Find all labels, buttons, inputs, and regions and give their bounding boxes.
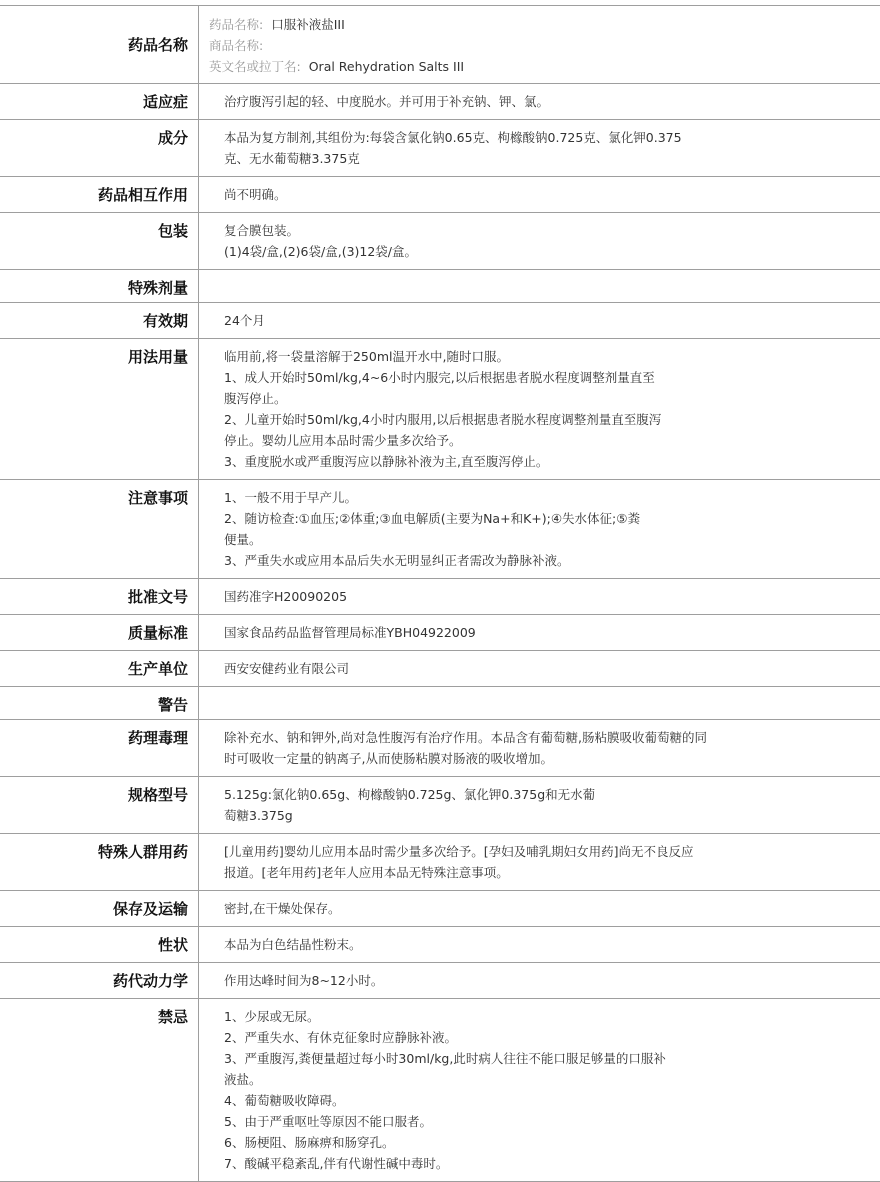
content-line: 除补充水、钠和钾外,尚对急性腹泻有治疗作用。本品含有葡萄糖,肠粘膜吸收葡萄糖的同: [224, 730, 707, 745]
content-line: 3、严重腹泻,粪便量超过每小时30ml/kg,此时病人往往不能口服足够量的口服补: [224, 1051, 666, 1066]
row-content: [199, 339, 880, 479]
row-content: [199, 213, 880, 269]
row-label: 禁忌: [0, 999, 199, 1181]
info-row: [0, 687, 880, 720]
row-content: [199, 480, 880, 578]
content-line: 尚不明确。: [224, 187, 287, 202]
content-line: 治疗腹泻引起的轻、中度脱水。并可用于补充钠、钾、氯。: [224, 94, 550, 109]
content-line: 1、成人开始时50ml/kg,4~6小时内服完,以后根据患者脱水程度调整剂量直至: [224, 370, 655, 385]
content-line: 24个月: [224, 313, 265, 328]
info-row: [0, 339, 880, 480]
english-name-value: Oral Rehydration Salts III: [308, 59, 465, 74]
row-content: [199, 120, 880, 176]
row-label: 有效期: [0, 303, 199, 338]
row-label: 药代动力学: [0, 963, 199, 998]
content-line: 本品为复方制剂,其组份为:每袋含氯化钠0.65克、枸橼酸钠0.725克、氯化钾0.375: [224, 130, 682, 145]
content-line: 萄糖3.375g: [224, 808, 293, 823]
row-label: 性状: [0, 927, 199, 962]
content-line: 2、儿童开始时50ml/kg,4小时内服用,以后根据患者脱水程度调整剂量直至腹泻: [224, 412, 662, 427]
content-line: 西安安健药业有限公司: [224, 661, 350, 676]
row-label: 注意事项: [0, 480, 199, 578]
trade-name-line: [209, 35, 880, 56]
row-label: 特殊剂量: [0, 270, 199, 302]
content-line: 1、一般不用于早产儿。: [224, 490, 357, 505]
info-row: [0, 963, 880, 999]
content-line: 5.125g:氯化钠0.65g、枸橼酸钠0.725g、氯化钾0.375g和无水葡: [224, 787, 596, 802]
info-row: [0, 834, 880, 891]
row-content: [199, 270, 880, 302]
content-line: 3、严重失水或应用本品后失水无明显纠正者需改为静脉补液。: [224, 553, 570, 568]
row-label: 警告: [0, 687, 199, 719]
row-label: 包装: [0, 213, 199, 269]
row-content: [199, 303, 880, 338]
info-row: [0, 303, 880, 339]
info-row: [0, 270, 880, 303]
content-line: 作用达峰时间为8~12小时。: [224, 973, 384, 988]
name-block: [199, 6, 880, 83]
row-label: 用法用量: [0, 339, 199, 479]
info-row: [0, 177, 880, 213]
row-content: [199, 891, 880, 926]
generic-name-line: [209, 14, 880, 35]
content-line: 3、重度脱水或严重腹泻应以静脉补液为主,直至腹泻停止。: [224, 454, 549, 469]
content-line: 密封,在干燥处保存。: [224, 901, 341, 916]
row-content: [199, 84, 880, 119]
row-content: [199, 651, 880, 686]
row-label: 药品相互作用: [0, 177, 199, 212]
row-label: 质量标准: [0, 615, 199, 650]
info-row: [0, 927, 880, 963]
content-line: 液盐。: [224, 1072, 262, 1087]
row-content: [199, 834, 880, 890]
content-line: 停止。婴幼儿应用本品时需少量多次给予。: [224, 433, 462, 448]
info-row: [0, 615, 880, 651]
row-content: [199, 687, 880, 719]
generic-name-key: 药品名称:: [209, 17, 264, 32]
row-content: [199, 777, 880, 833]
row-content: [199, 927, 880, 962]
content-line: 时可吸收一定量的钠离子,从而使肠粘膜对肠液的吸收增加。: [224, 751, 553, 766]
info-row: [0, 480, 880, 579]
info-row: [0, 891, 880, 927]
content-line: 5、由于严重呕吐等原因不能口服者。: [224, 1114, 432, 1129]
row-label: 药品名称: [0, 6, 199, 83]
english-name-key: 英文名或拉丁名:: [209, 59, 301, 74]
content-line: 克、无水葡萄糖3.375克: [224, 151, 360, 166]
content-line: 便量。: [224, 532, 262, 547]
content-line: 2、严重失水、有休克征象时应静脉补液。: [224, 1030, 457, 1045]
row-label: 特殊人群用药: [0, 834, 199, 890]
row-drug-name: [0, 6, 880, 84]
info-row: [0, 120, 880, 177]
content-line: 国药准字H20090205: [224, 589, 348, 604]
info-row: [0, 777, 880, 834]
info-row: [0, 651, 880, 687]
trade-name-key: 商品名称:: [209, 38, 264, 53]
content-line: 临用前,将一袋量溶解于250ml温开水中,随时口服。: [224, 349, 509, 364]
content-line: 国家食品药品监督管理局标准YBH04922009: [224, 625, 476, 640]
row-content: [199, 963, 880, 998]
row-label: 适应症: [0, 84, 199, 119]
english-name-line: [209, 56, 880, 77]
row-content: [199, 579, 880, 614]
content-line: 6、肠梗阻、肠麻痹和肠穿孔。: [224, 1135, 395, 1150]
info-row: [0, 999, 880, 1182]
content-line: 腹泻停止。: [224, 391, 287, 406]
row-label: 生产单位: [0, 651, 199, 686]
row-content: [199, 615, 880, 650]
content-line: 1、少尿或无尿。: [224, 1009, 320, 1024]
info-row: [0, 213, 880, 270]
row-content: [199, 999, 880, 1181]
generic-name-value: 口服补液盐III: [271, 17, 345, 32]
drug-info-table: [0, 5, 880, 1182]
content-line: 4、葡萄糖吸收障碍。: [224, 1093, 345, 1108]
row-content: [199, 720, 880, 776]
content-line: 报道。[老年用药]老年人应用本品无特殊注意事项。: [224, 865, 509, 880]
row-label: 成分: [0, 120, 199, 176]
content-line: 2、随访检查:①血压;②体重;③血电解质(主要为Na+和K+);④失水体征;⑤粪: [224, 511, 640, 526]
content-line: 本品为白色结晶性粉末。: [224, 937, 362, 952]
row-label: 批准文号: [0, 579, 199, 614]
info-row: [0, 84, 880, 120]
content-line: 7、酸碱平稳紊乱,伴有代谢性碱中毒时。: [224, 1156, 449, 1171]
content-line: (1)4袋/盒,(2)6袋/盒,(3)12袋/盒。: [224, 244, 418, 259]
info-row: [0, 579, 880, 615]
row-label: 药理毒理: [0, 720, 199, 776]
info-rows: [0, 84, 880, 1182]
content-line: [儿童用药]婴幼儿应用本品时需少量多次给予。[孕妇及哺乳期妇女用药]尚无不良反应: [224, 844, 694, 859]
row-content: [199, 177, 880, 212]
row-label: 规格型号: [0, 777, 199, 833]
content-line: 复合膜包装。: [224, 223, 300, 238]
row-label: 保存及运输: [0, 891, 199, 926]
info-row: [0, 720, 880, 777]
